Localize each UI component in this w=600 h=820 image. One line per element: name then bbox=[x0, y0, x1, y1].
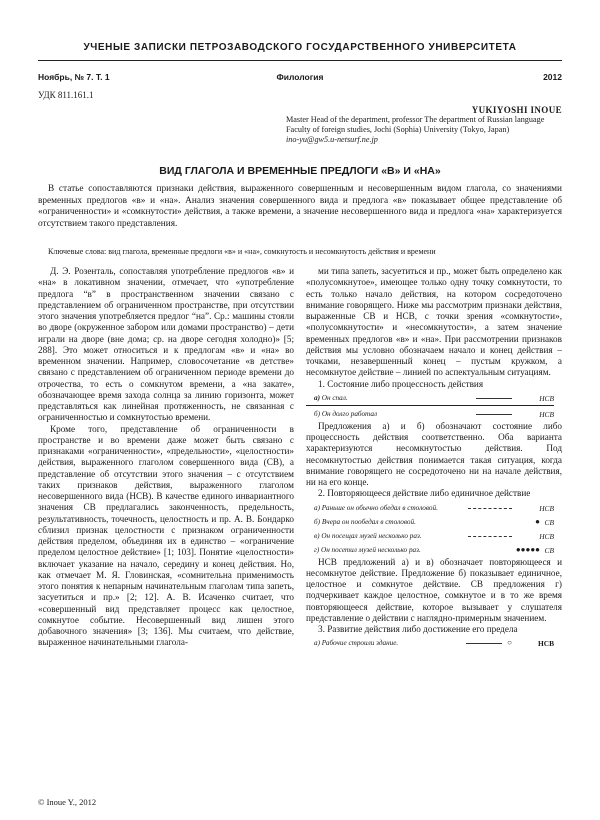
body-paragraph: ми типа запеть, засуетиться и пр., может быть определено как «полусомкнутое», имеющее только одну точку сомкнутости, то есть только начало действия, на котором сосредоточено внимание говорящего. Ниже мы рассмотрим признаки действия, выраженные СВ и НСВ, с точки зрения «сомкнутости», «полусомкнутости» и «несомкнутости», а затем значение временных предлогов «в» и «на». При рассмотрении признаков действия мы условно обозначаем начало и конец действия – точками, незавершенный конец – пустым кружком, а несомкнутое действие – линией по аспектуальным ситуациям. bbox=[306, 266, 562, 378]
aspect-tag: НСВ bbox=[539, 393, 554, 403]
example-divider bbox=[306, 405, 554, 406]
example-row bbox=[314, 529, 562, 542]
example-text: Он спал. bbox=[321, 393, 348, 402]
left-column bbox=[38, 266, 294, 786]
action-line bbox=[466, 643, 502, 644]
abstract: В статье сопоставляются признаки действия, выраженного совершенным и несовершенным видом глагола, со значениями временных предлогов «в» и «на». Анализ значения совершенного вида и предлога «в» показывает общее представление об «ограниченности» и «сомкнутости» действия, а также времени, а значение несовершенного вида и предлога «на» характеризуется отсутствием такого представления. bbox=[38, 184, 562, 229]
example-row bbox=[314, 515, 562, 528]
author-affiliation: Master Head of the department, professor The department of Russian language Faculty of foreign studies, Jochi (Sophia) University (Tokyo, Japan) bbox=[286, 115, 545, 134]
example-row bbox=[314, 391, 562, 404]
open-circle-symbol: ○ bbox=[507, 638, 512, 648]
action-line bbox=[468, 508, 512, 509]
aspect-tag: НСВ bbox=[539, 531, 554, 541]
action-line bbox=[468, 536, 512, 537]
example-row bbox=[314, 407, 562, 420]
aspect-tag: СВ bbox=[544, 517, 554, 527]
author-email: ino-yu@gw5.u-netsurf.ne.jp bbox=[286, 134, 378, 144]
action-dot-symbol: ● bbox=[535, 516, 540, 526]
right-column bbox=[306, 266, 562, 806]
aspect-tag: НСВ bbox=[539, 409, 554, 419]
body-paragraph: Д. Э. Розенталь, сопоставляя употребление предлогов «в» и «на» в локативном значении, отмечает, что «употребление предлога “в” в пространственном значении связано с представлением об ограниченном пространстве, при отсутствии этого значения употребляется предлог “на”. Ср.: машины стояли во дворе (окруженное забором или домами пространство) – дети играли на дворе (вне дома; ср. на дворе сегодня холодно)» [5; 288]. Это может относиться и к предлогам «в» и «на» во временном значении. Например, словосочетание «в детстве» связано с представлением об ограниченном периоде времени до отрочества, то есть о сомкнутом времени, а «на закате», обозначающее время захода солнца за линию горизонта, может представляться как линейная протяженность, не связанная с ограниченностью и сомкнутостью времени. bbox=[38, 266, 294, 423]
example-row bbox=[314, 501, 562, 514]
journal-title: УЧЕНЫЕ ЗАПИСКИ ПЕТРОЗАВОДСКОГО ГОСУДАРСТВЕННОГО УНИВЕРСИТЕТА bbox=[83, 42, 517, 53]
example-text: а) Рабочие строили здание. bbox=[314, 639, 399, 648]
example-text: а) Раньше он обычно обедал в столовой. bbox=[314, 503, 438, 512]
action-dots-symbol: ●●●●● bbox=[515, 544, 540, 554]
example-text: в) Он посещал музей несколько раз. bbox=[314, 531, 422, 540]
example-text: б) Вчера он пообедал в столовой. bbox=[314, 517, 416, 526]
issue-line bbox=[38, 72, 562, 86]
issue-year: 2012 bbox=[543, 72, 562, 82]
keywords: Ключевые слова: вид глагола, временные предлоги «в» и «на», сомкнутость и несомкнутость действия и времени bbox=[48, 247, 436, 256]
article-title: ВИД ГЛАГОЛА И ВРЕМЕННЫЕ ПРЕДЛОГИ «В» И «НА» bbox=[159, 165, 441, 177]
example-row bbox=[314, 543, 562, 556]
section-heading: 2. Повторяющееся действие либо единичное действие bbox=[318, 488, 531, 499]
action-line bbox=[476, 414, 512, 415]
udk-code: УДК 811.161.1 bbox=[38, 90, 94, 100]
aspect-tag: НСВ bbox=[539, 503, 554, 513]
body-paragraph: Предложения а) и б) обозначают состояние либо процессность действия соответственно. Оба варианта характеризуются несомкнутостью действия. Под несомкнутостью действия понимается такая ситуация, когда внимание говорящего не сосредоточено ни на начале действия, ни на его конце. bbox=[306, 420, 562, 487]
example-row bbox=[314, 636, 562, 649]
action-line bbox=[476, 398, 512, 399]
header-rule bbox=[38, 60, 562, 61]
body-paragraph: Кроме того, представление об ограниченности в пространстве и во времени даже может быть связано с признаками «ограниченности», «предельности», «целостности» действия, выраженного глаголом совершенного вида (СВ), а представление об отсутствии этого значения – с отсутствием таких признаков действия, выраженного глаголом несовершенного вида (НСВ). В качестве единого инвариантного значения СВ предлагались законченность, предельность, результативность, точечность, целостность и пр. А. В. Бондарко сблизил признак целостности с признаком ограниченности действия пределом, объединяя их в единство – «ограничение пределом целостное действие» [1; 103]. Понятие «целостности» включает указание на начало, середину и конец действия. Но, как отмечает М. Я. Гловинская, «сомнительна применимость этого понятия к непарным начинательным глаголам типа запеть, засуетиться и пр.» [2; 12]. А. В. Исаченко считает, что «совершенный вид представляет процесс как целостное, сомкнутое событие. Несовершенный вид лишен этого добавочного значения» [3; 136]. Мы считаем, что действие, выраженное начинательными глагола- bbox=[38, 423, 294, 648]
example-label: а) bbox=[314, 393, 320, 402]
section-name: Филология bbox=[276, 72, 324, 82]
issue-number: Ноябрь, № 7. Т. 1 bbox=[38, 72, 110, 82]
aspect-tag: НСВ bbox=[537, 639, 554, 649]
section-heading: 1. Состояние либо процессность действия bbox=[318, 378, 484, 389]
section-heading: 3. Развитие действия либо достижение его предела bbox=[318, 624, 518, 634]
example-text: Он долго работал bbox=[321, 409, 378, 418]
example-text: г) Он посетил музей несколько раз. bbox=[314, 545, 421, 554]
example-label: б) bbox=[314, 409, 321, 418]
aspect-tag: СВ bbox=[544, 545, 554, 555]
copyright: © Inoue Y., 2012 bbox=[38, 797, 97, 807]
body-paragraph: НСВ предложений а) и в) обозначает повторяющееся и несомкнутое действие. Предложение б) показывает единичное, целостное и сомкнутое действие. СВ предложения г) подчеркивает каждое целостное, сомкнутое и в то же время повторяющееся действие, которое вызывает у слушателя представление о действии с наглядно-примерным значением. bbox=[306, 556, 562, 623]
author-name: YUKIYOSHI INOUE bbox=[471, 105, 562, 115]
author-affiliation-block bbox=[286, 115, 562, 144]
